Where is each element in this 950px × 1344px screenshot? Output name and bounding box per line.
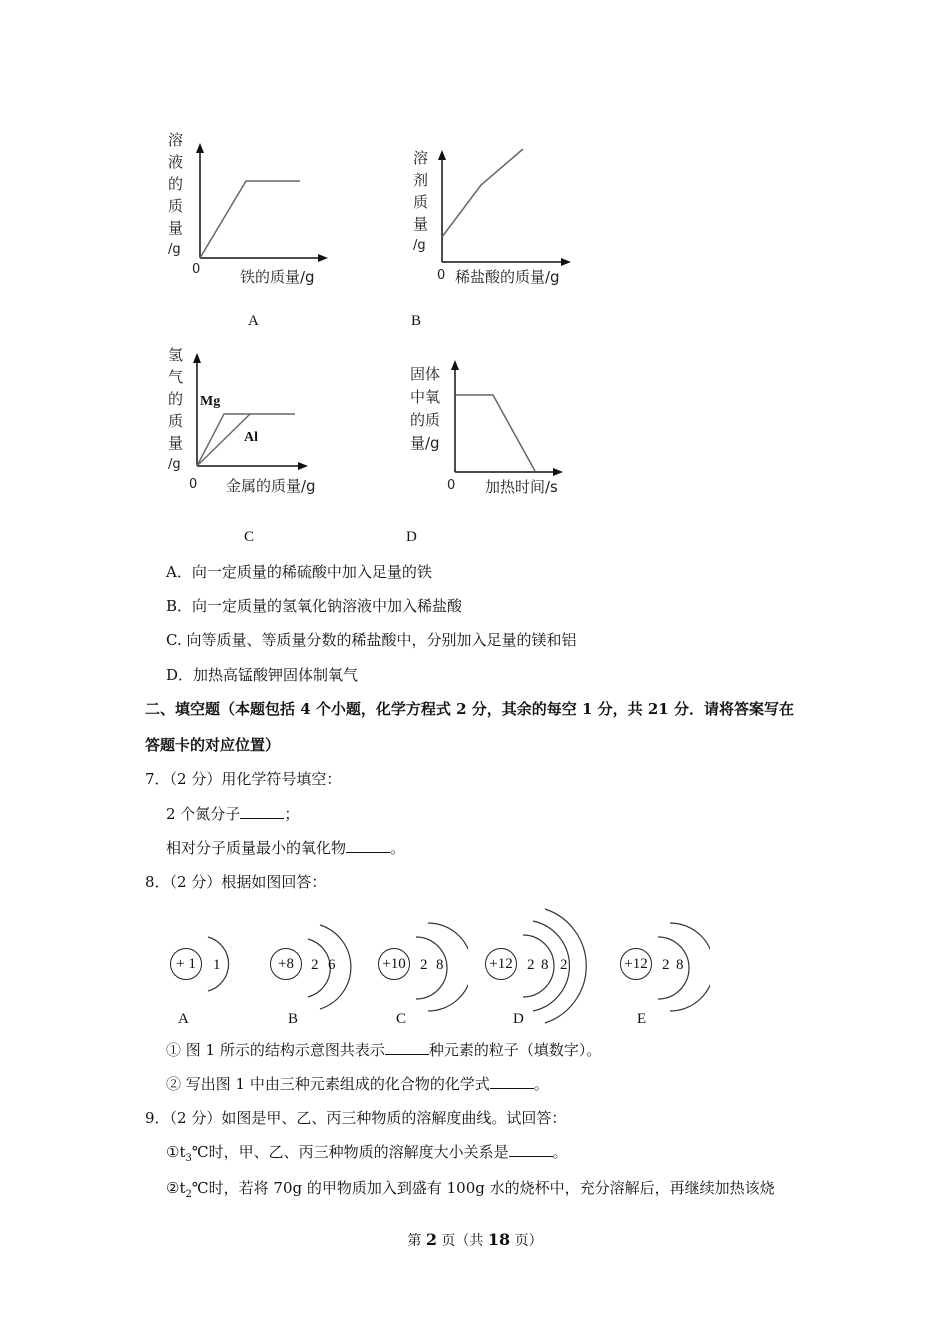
atom-a-shells — [170, 931, 240, 1001]
q9-sub-1: $①t_3℃$时，甲、乙、丙三种物质的溶解度大小关系是 。 — [166, 1143, 568, 1164]
atom-c-label: C — [396, 1011, 407, 1027]
page-footer: 第 2 页（共 18 页） — [407, 1230, 543, 1249]
atom-d-shell-2: 8 — [541, 957, 549, 973]
option-b: B．向一定质量的氢氧化钠溶液中加入稀盐酸 — [166, 597, 463, 615]
q9-head: 9．（2 分）如图是甲、乙、丙三种物质的溶解度曲线。试回答： — [145, 1109, 567, 1127]
graph-c-mg-label: Mg — [200, 394, 221, 409]
graph-b-caption: B — [411, 313, 422, 329]
graph-c-ylabel: 氢 气 的 质 量 /g — [168, 346, 184, 472]
q9-blank-1[interactable] — [509, 1142, 553, 1157]
atom-b — [270, 945, 360, 1025]
atom-c-shell-1: 2 — [420, 957, 428, 973]
graph-a-caption: A — [248, 313, 259, 329]
graph-d-origin: 0 — [447, 478, 456, 493]
atom-a-shell-1: 1 — [213, 957, 221, 973]
graph-d-xlabel: 加热时间/s — [485, 478, 558, 496]
graph-b-ylabel: 溶 剂 质 量 /g — [413, 149, 429, 253]
option-c: C. 向等质量、等质量分数的稀盐酸中，分别加入足量的镁和铝 — [166, 631, 577, 649]
graph-c — [160, 342, 340, 552]
q7-item-b: 相对分子质量最小的氧化物 。 — [166, 839, 406, 857]
page-total: 18 — [487, 1230, 511, 1249]
q7-head: 7．（2 分）用化学符号填空： — [145, 770, 342, 788]
question-7 — [145, 769, 845, 864]
section-heading — [145, 699, 825, 759]
atom-d — [485, 945, 595, 1025]
q8-blank-1[interactable] — [385, 1040, 429, 1055]
graph-c-al-label: Al — [244, 430, 258, 445]
q8-blank-2[interactable] — [490, 1074, 534, 1089]
graph-c-origin: 0 — [189, 477, 198, 492]
graph-b-xlabel: 稀盐酸的质量/g — [455, 268, 560, 286]
atom-e-shell-2: 8 — [676, 957, 684, 973]
atom-e-nucleus: +12 — [620, 948, 652, 980]
atom-d-shell-3: 2 — [560, 957, 568, 973]
graph-a-ylabel: 溶 液 的 质 量 /g — [168, 131, 184, 257]
graph-c-al-curve — [197, 414, 250, 466]
section-heading-line2: 答题卡的对应位置） — [145, 736, 281, 754]
q7-blank-b[interactable] — [346, 838, 390, 853]
q7-blank-a[interactable] — [240, 804, 284, 819]
atom-a — [170, 945, 240, 1025]
atom-e-shell-1: 2 — [662, 957, 670, 973]
atom-e — [620, 945, 710, 1025]
atom-c — [378, 945, 468, 1025]
atom-d-shell-1: 2 — [527, 957, 535, 973]
graph-c-plot — [160, 342, 340, 482]
atom-d-shells — [485, 907, 595, 1025]
atom-diagrams — [160, 905, 720, 1035]
atom-c-shell-2: 8 — [436, 957, 444, 973]
page-number: 2 — [425, 1230, 437, 1249]
atom-b-label: B — [288, 1011, 299, 1027]
option-a: A．向一定质量的稀硫酸中加入足量的铁 — [166, 563, 432, 581]
graph-c-xlabel: 金属的质量/g — [226, 477, 316, 495]
q8-sub-1: ① 图 1 所示的结构示意图共表示 种元素的粒子（填数字）。 — [166, 1041, 602, 1059]
graph-a — [160, 125, 340, 335]
graph-b-origin: 0 — [437, 268, 446, 283]
graph-c-caption: C — [244, 529, 255, 545]
atom-b-shell-1: 2 — [311, 957, 319, 973]
q8-sub-2: ② 写出图 1 中由三种元素组成的化合物的化学式 。 — [166, 1075, 549, 1093]
graph-a-origin: 0 — [192, 262, 201, 277]
atom-b-nucleus: +8 — [270, 948, 302, 980]
atom-a-label: A — [178, 1011, 189, 1027]
graph-d-ylabel: 固体 中氧 的质 量/g — [410, 365, 441, 452]
q8-head: 8．（2 分）根据如图回答： — [145, 873, 327, 891]
graph-d — [405, 355, 585, 555]
atom-d-nucleus: +12 — [485, 948, 517, 980]
atom-d-label: D — [513, 1011, 524, 1027]
graph-d-plot — [405, 355, 585, 485]
graph-b — [405, 145, 585, 335]
atom-a-nucleus: + 1 — [170, 948, 202, 980]
atom-b-shell-2: 6 — [328, 957, 336, 973]
option-d: D．加热高锰酸钾固体制氧气 — [166, 666, 359, 684]
graph-a-curve — [200, 181, 300, 258]
q7-item-a: 2 个氮分子 ； — [166, 805, 300, 823]
graph-a-xlabel: 铁的质量/g — [240, 268, 315, 286]
section-heading-line1: 二、填空题（本题包括 4 个小题，化学方程式 2 分，其余的每空 1 分，共 21 分．请将答案写在 — [145, 700, 794, 718]
graph-b-curve — [442, 149, 523, 237]
graph-d-curve — [455, 395, 535, 471]
q9-sub-2: $②t_2℃$时，若将 70g 的甲物质加入到盛有 100g 水的烧杯中，充分溶解后，再继续加热该烧 — [166, 1179, 775, 1200]
options-block — [166, 562, 886, 692]
graph-b-plot — [405, 145, 585, 285]
atom-c-nucleus: +10 — [378, 948, 410, 980]
graph-d-caption: D — [406, 529, 417, 545]
atom-e-label: E — [637, 1011, 647, 1027]
